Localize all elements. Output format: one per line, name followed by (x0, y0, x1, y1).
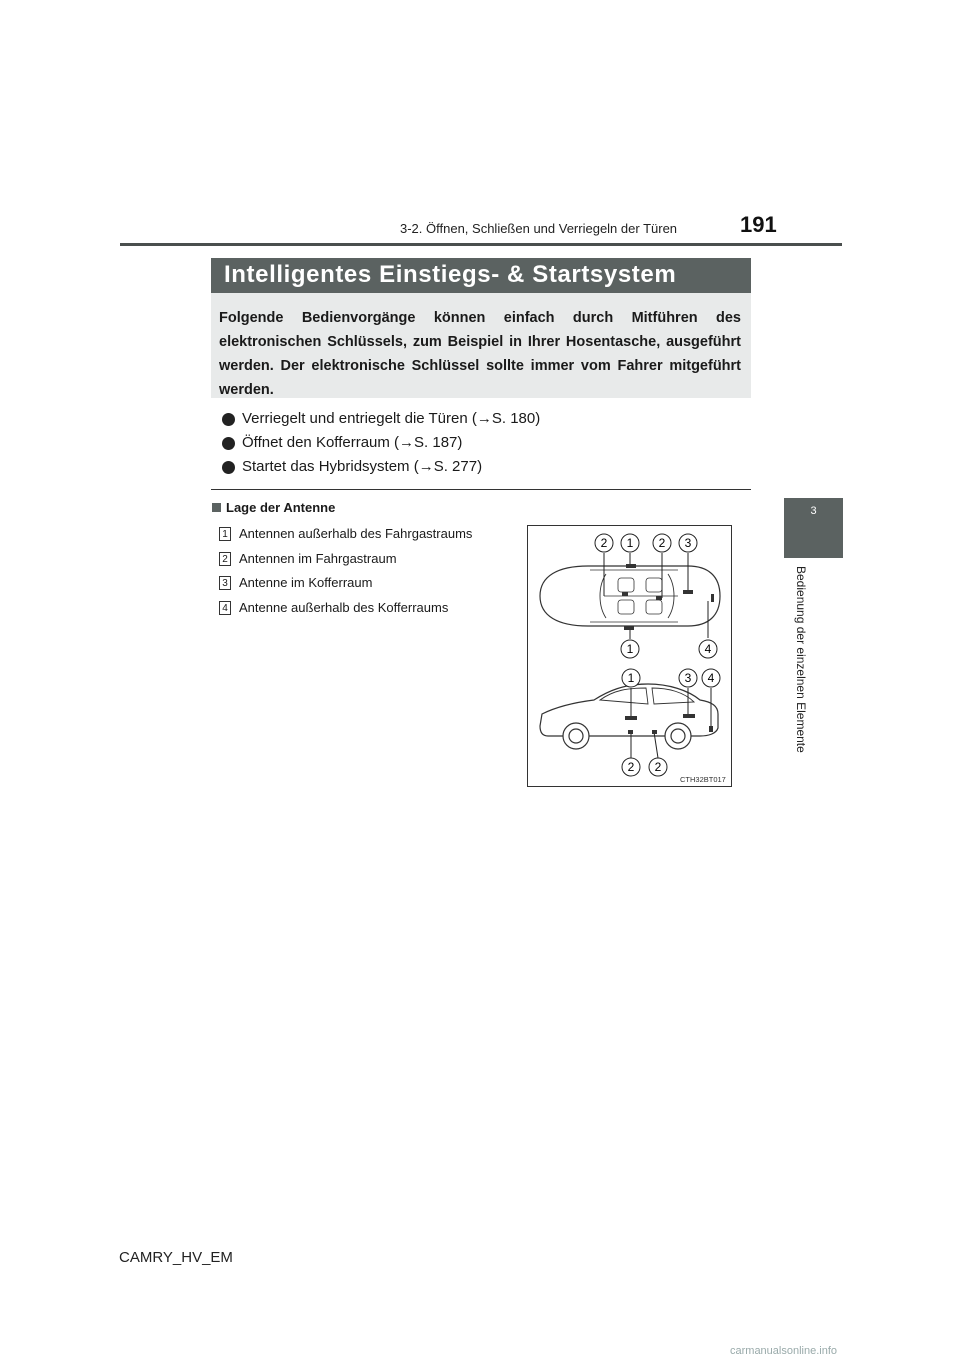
callout-label: 3 (684, 536, 692, 550)
callout-label: 4 (704, 642, 712, 656)
bullet-icon (222, 461, 235, 474)
callout-label: 1 (626, 642, 634, 656)
feature-item (222, 455, 540, 479)
callout-label: 3 (684, 671, 692, 685)
car-top-view (540, 566, 720, 626)
chapter-number: 3 (810, 505, 817, 517)
feature-item (222, 431, 540, 455)
page-title: Intelligentes Einstiegs- & Startsystem (224, 261, 677, 288)
header-section-title: 3-2. Öffnen, Schließen und Verriegeln der Türen (400, 221, 678, 236)
side-view-callouts (622, 669, 720, 776)
callout-label: 2 (658, 536, 666, 550)
intro-text: Folgende Bedienvorgänge können einfach durch Mitführen des elektronischen Schlüssels, zum Beispiel in Ihrer Hosentasche, ausgeführt werden. Der elektronische Schlüssel sollte immer vom Fahrer mitgeführt werden. (219, 310, 741, 398)
page-number: 191 (740, 212, 777, 237)
legend-text: Antennen außerhalb des Fahrgastraums (239, 526, 473, 541)
top-view-antennas (622, 564, 714, 630)
antenna-diagram (527, 525, 732, 787)
callout-label: 2 (627, 760, 635, 774)
bullet-icon (222, 413, 235, 426)
section-heading (212, 500, 335, 515)
legend-item (219, 522, 472, 547)
callout-label: 2 (600, 536, 608, 550)
legend-number: 1 (219, 527, 231, 541)
feature-item (222, 407, 540, 431)
feature-text: Startet das Hybridsystem (→S. 277) (242, 458, 483, 475)
bullet-icon (222, 437, 235, 450)
legend-number: 3 (219, 576, 231, 590)
legend-item (219, 547, 472, 572)
watermark: carmanualsonline.info (730, 1345, 838, 1357)
square-bullet-icon (212, 503, 221, 512)
callout-label: 1 (626, 536, 634, 550)
header-divider (120, 243, 842, 246)
legend-item (219, 596, 472, 621)
callout-label: 1 (627, 671, 635, 685)
legend-item (219, 571, 472, 596)
legend-text: Antennen im Fahrgastraum (239, 550, 397, 566)
diagram-code: CTH32BT017 (680, 775, 726, 784)
callout-label: 2 (654, 760, 662, 774)
section-divider (211, 489, 751, 490)
antenna-legend (219, 522, 472, 620)
car-illustration (528, 526, 731, 786)
feature-text: Verriegelt und entriegelt die Türen (→S. 180) (242, 410, 541, 427)
legend-number: 4 (219, 601, 231, 615)
legend-number: 2 (219, 552, 231, 566)
legend-text: Antenne im Kofferraum (239, 575, 373, 590)
feature-text: Öffnet den Kofferraum (→S. 187) (242, 434, 463, 451)
feature-list (222, 407, 540, 479)
legend-text: Antenne außerhalb des Kofferraums (239, 599, 449, 615)
section-heading-text: Lage der Antenne (226, 500, 336, 515)
chapter-title: Bedienung der einzelnen Elemente (794, 566, 808, 753)
callout-label: 4 (707, 671, 715, 685)
model-code: CAMRY_HV_EM (119, 1249, 233, 1266)
